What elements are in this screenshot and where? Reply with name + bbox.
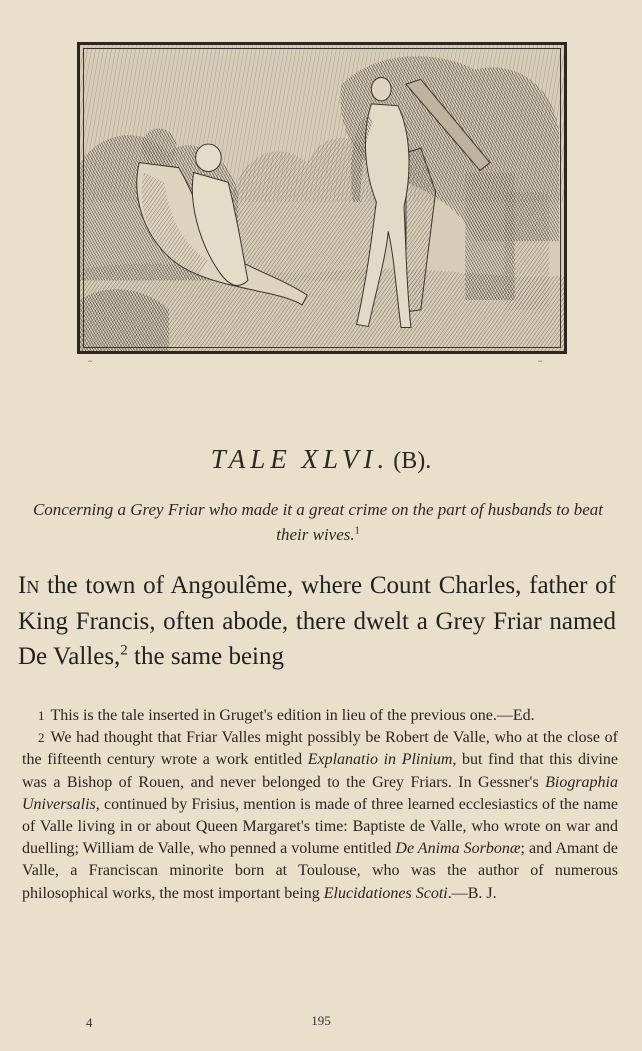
footnotes: [22, 705, 618, 905]
engraver-signature-right: ~: [538, 357, 543, 366]
body-line-3a: a Grey Friar named De Valles,: [18, 607, 616, 670]
tale-subtitle: [18, 497, 618, 547]
body-line-2: father of King Francis, often abode, there dwelt: [18, 572, 617, 635]
body-line-1: the town of Angoulême, where Count Charles,: [39, 572, 522, 599]
footnote-2-number: 2: [38, 730, 45, 746]
footnote-2-work-title-4: Elucidationes Scoti: [323, 884, 448, 902]
footnote-2-work-title-3: De Anima Sorbonæ: [395, 840, 521, 858]
plate-border: [83, 48, 561, 348]
footnote-2-work-title-1: Explanatio in Plinium: [307, 751, 453, 769]
footnote-2: [22, 727, 618, 905]
footnote-2-text-part-2: , but find that this divine was a Bishop of Rouen, and never belonged to the Grey Friars. In Gessner's: [22, 751, 618, 791]
footnote-2-text-part-4: ; and Amant de Valle, a Franciscan minorite born at Toulouse, who was the author of numerous philosophical works, the most important being: [22, 840, 619, 902]
signature-mark: 4: [86, 1015, 93, 1030]
engraving-illustration: [77, 42, 567, 354]
initial-word: In: [18, 572, 40, 599]
footnote-ref-2: 2: [120, 642, 128, 659]
tale-title-numeral: XLVI.: [301, 444, 390, 474]
engraver-signature: ~: [88, 357, 93, 366]
footnote-2-work-title-2: Biographia Universalis: [22, 773, 618, 813]
page-number: 195: [311, 1013, 331, 1028]
tale-subtitle-text: Concerning a Grey Friar who made it a great crime on the part of husbands to beat their wives.: [32, 500, 604, 544]
body-line-3b: the same being: [127, 643, 284, 670]
footnote-1-number: 1: [38, 708, 45, 723]
footnote-1-text: This is the tale inserted in Gruget's edition in lieu of the previous one.—Ed.: [50, 707, 535, 724]
footnote-2-text-part-3: , continued by Frisius, mention is made of three learned ecclesiastics of the name of Valle living in or about Queen Margaret's time: Baptiste de Valle, who wrote on war and duelling; William de Valle, who penned a volume entitled: [22, 795, 618, 858]
footnote-ref-1: 1: [354, 525, 360, 537]
footnote-2-text-part-5: .—B. J.: [447, 884, 497, 902]
tale-title: [0, 444, 642, 475]
tale-title-prefix: TALE: [210, 444, 292, 474]
footnote-2-text-part-1: We had thought that Friar Valles might possibly be Robert de Valle, who at the close of the fifteenth century wrote a work entitled: [22, 729, 618, 769]
tale-title-suffix: (B).: [393, 448, 432, 474]
footnote-1: [22, 705, 618, 727]
tale-body-text: [18, 568, 616, 675]
